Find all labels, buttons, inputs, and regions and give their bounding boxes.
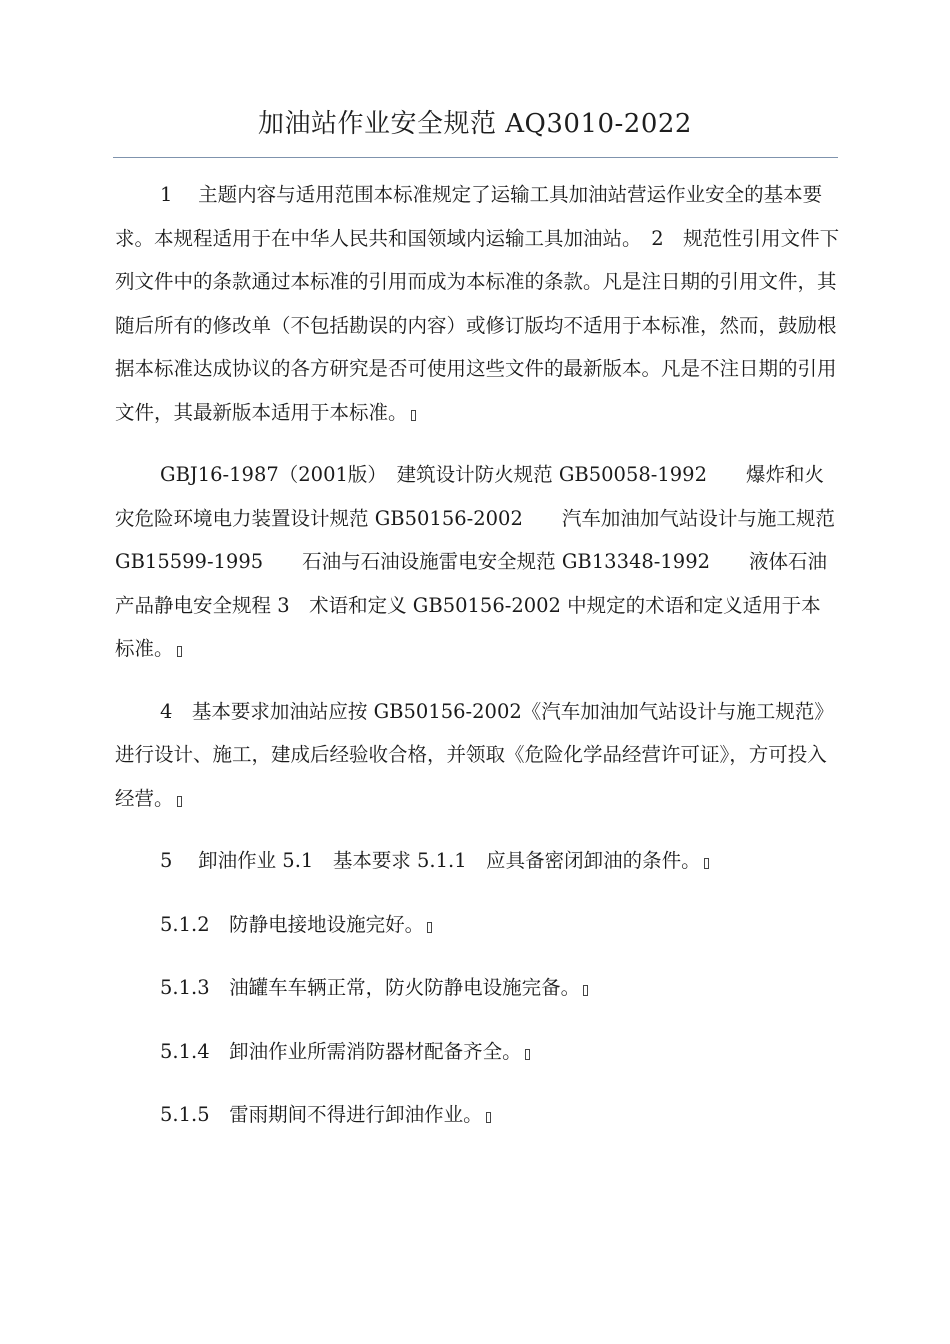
- paragraph-5-1-3: [115, 966, 840, 1010]
- paragraph-text: 5.1.3 油罐车车辆正常，防火防静电设施完备。: [160, 976, 581, 999]
- paragraph-5-1-5: [115, 1093, 840, 1137]
- paragraph-text: 4 基本要求加油站应按 GB50156-2002《汽车加油加气站设计与施工规范》进行设计、施工，建成后经验收合格，并领取《危险化学品经营许可证》，方可投入经营。: [115, 699, 834, 810]
- paragraph-mark-icon: [427, 922, 432, 933]
- paragraph-mark-icon: [486, 1112, 491, 1123]
- paragraph-basic-requirements: [115, 690, 840, 821]
- paragraph-mark-icon: [583, 985, 588, 996]
- paragraph-5-1-2: [115, 903, 840, 947]
- paragraph-text: 1 主题内容与适用范围本标准规定了运输工具加油站营运作业安全的基本要求。本规程适用于在中华人民共和国领域内运输工具加油站。 2 规范性引用文件下列文件中的条款通过本标准的引用而成为本标准的条款。凡是注日期的引用文件，其随后所有的修改单（不包括勘误的内容）或修订版均不适用于本标准，然而，鼓励根据本标准达成协议的各方研究是否可使用这些文件的最新版本。凡是不注日期的引用文件，其最新版本适用于本标准。: [115, 183, 840, 424]
- paragraph-mark-icon: [177, 796, 182, 807]
- document-title: 加油站作业安全规范 AQ3010-2022: [258, 109, 692, 139]
- paragraph-mark-icon: [177, 646, 182, 657]
- paragraph-5-1-4: [115, 1030, 840, 1074]
- document-body: [115, 173, 840, 1157]
- paragraph-text: 5.1.4 卸油作业所需消防器材配备齐全。: [160, 1039, 522, 1063]
- title-divider: [113, 157, 838, 158]
- paragraph-text: 5.1.5 雷雨期间不得进行卸油作业。: [160, 1103, 483, 1126]
- paragraph-mark-icon: [525, 1049, 530, 1060]
- paragraph-text: GBJ16-1987（2001版） 建筑设计防火规范 GB50058-1992 爆炸和火灾危险环境电力装置设计规范 GB50156-2002 汽车加油加气站设计与施工规范 GB15599-1995 石油与石油设施雷电安全规范 GB13348-1992 液体石油产品静电安全规程 3 术语和定义 GB50156-2002 中规定的术语和定义适用于本标准。: [115, 463, 835, 660]
- paragraph-mark-icon: [411, 410, 416, 421]
- paragraph-unloading: [115, 839, 840, 883]
- paragraph-scope: [115, 173, 840, 434]
- paragraph-text: 5.1.2 防静电接地设施完好。: [160, 912, 425, 936]
- paragraph-references: [115, 453, 840, 671]
- paragraph-mark-icon: [704, 858, 709, 869]
- paragraph-text: 5 卸油作业 5.1 基本要求 5.1.1 应具备密闭卸油的条件。: [160, 849, 701, 872]
